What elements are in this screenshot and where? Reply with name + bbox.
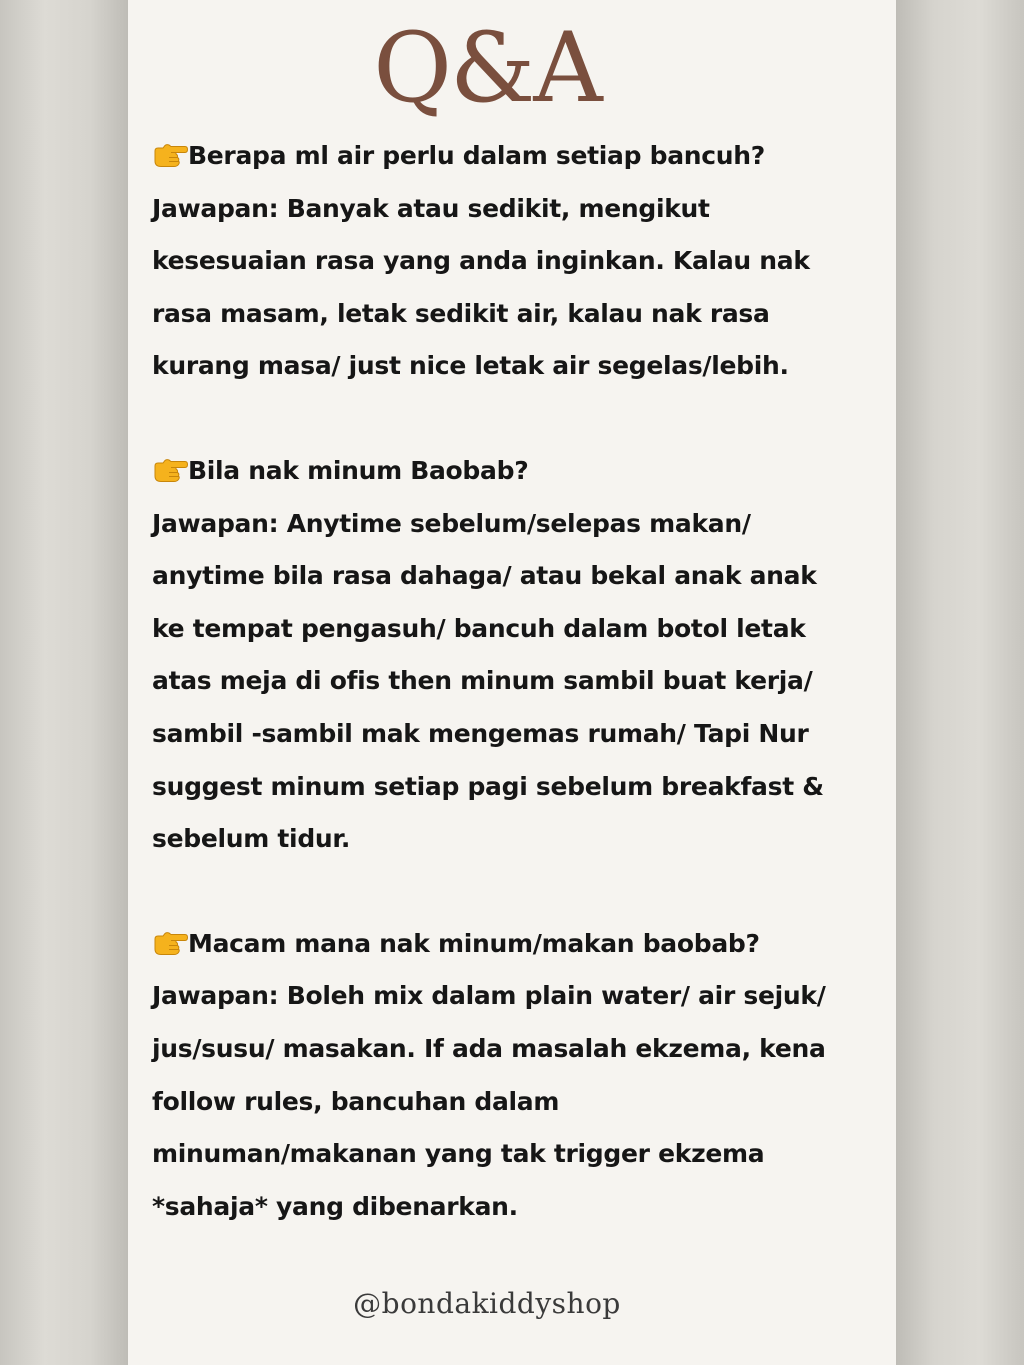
- answer-line: atas meja di ofis then minum sambil buat kerja/: [152, 666, 813, 696]
- answer-line: sambil -sambil mak mengemas rumah/ Tapi Nur: [152, 718, 809, 748]
- question-line: [152, 445, 876, 498]
- qa-list: [152, 130, 876, 1285]
- qa-item: [152, 918, 876, 1234]
- question-text: Macam mana nak minum/makan baobab?: [188, 928, 760, 958]
- answer-line: kurang masa/ just nice letak air segelas/lebih.: [152, 351, 789, 381]
- background-left-panel: [0, 0, 128, 1365]
- question-line: [152, 918, 876, 971]
- answer-line: jus/susu/ masakan. If ada masalah ekzema, kena: [152, 1033, 826, 1063]
- answer-line: sebelum tidur.: [152, 824, 351, 854]
- pointing-hand-icon: [152, 930, 188, 956]
- answer-line: Jawapan: Anytime sebelum/selepas makan/: [152, 508, 751, 538]
- qa-card: [128, 0, 896, 1365]
- qa-item: [152, 130, 876, 393]
- answer-line: suggest minum setiap pagi sebelum breakfast &: [152, 771, 824, 801]
- pointing-hand-icon: [152, 457, 188, 483]
- question-text: Bila nak minum Baobab?: [188, 455, 529, 485]
- page-title: Q&A: [373, 12, 601, 124]
- question-text: Berapa ml air perlu dalam setiap bancuh?: [188, 141, 765, 170]
- answer-line: anytime bila rasa dahaga/ atau bekal anak anak: [152, 561, 817, 591]
- answer-line: Jawapan: Banyak atau sedikit, mengikut: [152, 193, 710, 223]
- answer-line: kesesuaian rasa yang anda inginkan. Kalau nak: [152, 246, 810, 276]
- answer-line: rasa masam, letak sedikit air, kalau nak rasa: [152, 298, 770, 328]
- answer-line: *sahaja* yang dibenarkan.: [152, 1191, 518, 1221]
- answer-line: minuman/makanan yang tak trigger ekzema: [152, 1139, 765, 1169]
- pointing-hand-icon: [152, 142, 188, 168]
- social-handle: @bondakiddyshop: [353, 1287, 621, 1320]
- qa-item: [152, 445, 876, 866]
- answer-line: follow rules, bancuhan dalam: [152, 1086, 560, 1116]
- question-line: [152, 130, 876, 183]
- answer-line: ke tempat pengasuh/ bancuh dalam botol letak: [152, 613, 806, 643]
- answer-line: Jawapan: Boleh mix dalam plain water/ air sejuk/: [152, 981, 826, 1011]
- background-right-panel: [896, 0, 1024, 1365]
